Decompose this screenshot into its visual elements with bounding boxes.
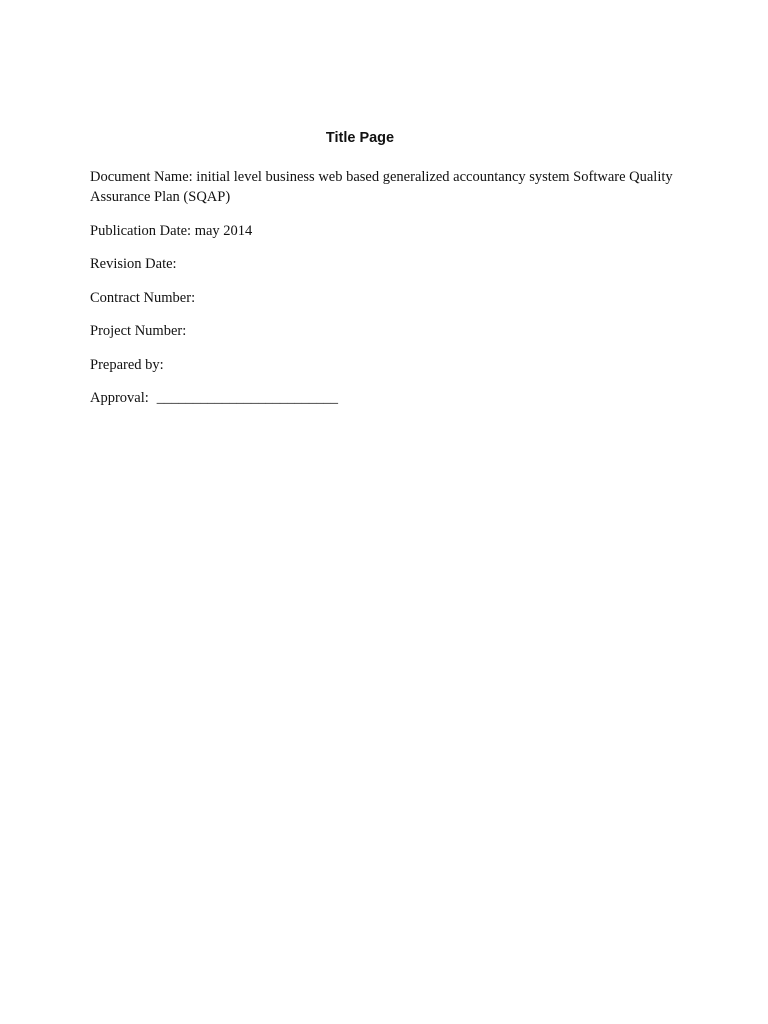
approval-field <box>90 388 690 408</box>
document-name-field: Document Name: initial level business web based generalized accountancy system Software Quality Assurance Plan (SQAP) <box>90 169 673 205</box>
approval-label: Approval: <box>90 390 149 406</box>
approval-signature-line: _________________________ <box>156 390 339 406</box>
page-title: Title Page <box>325 130 395 146</box>
project-number-field: Project Number: <box>90 323 187 339</box>
revision-date-field: Revision Date: <box>90 256 177 272</box>
contract-number-field: Contract Number: <box>90 289 196 306</box>
title-page-fields <box>90 167 690 422</box>
publication-date-field: Publication Date: may 2014 <box>90 222 253 239</box>
prepared-by-field: Prepared by: <box>90 356 164 373</box>
